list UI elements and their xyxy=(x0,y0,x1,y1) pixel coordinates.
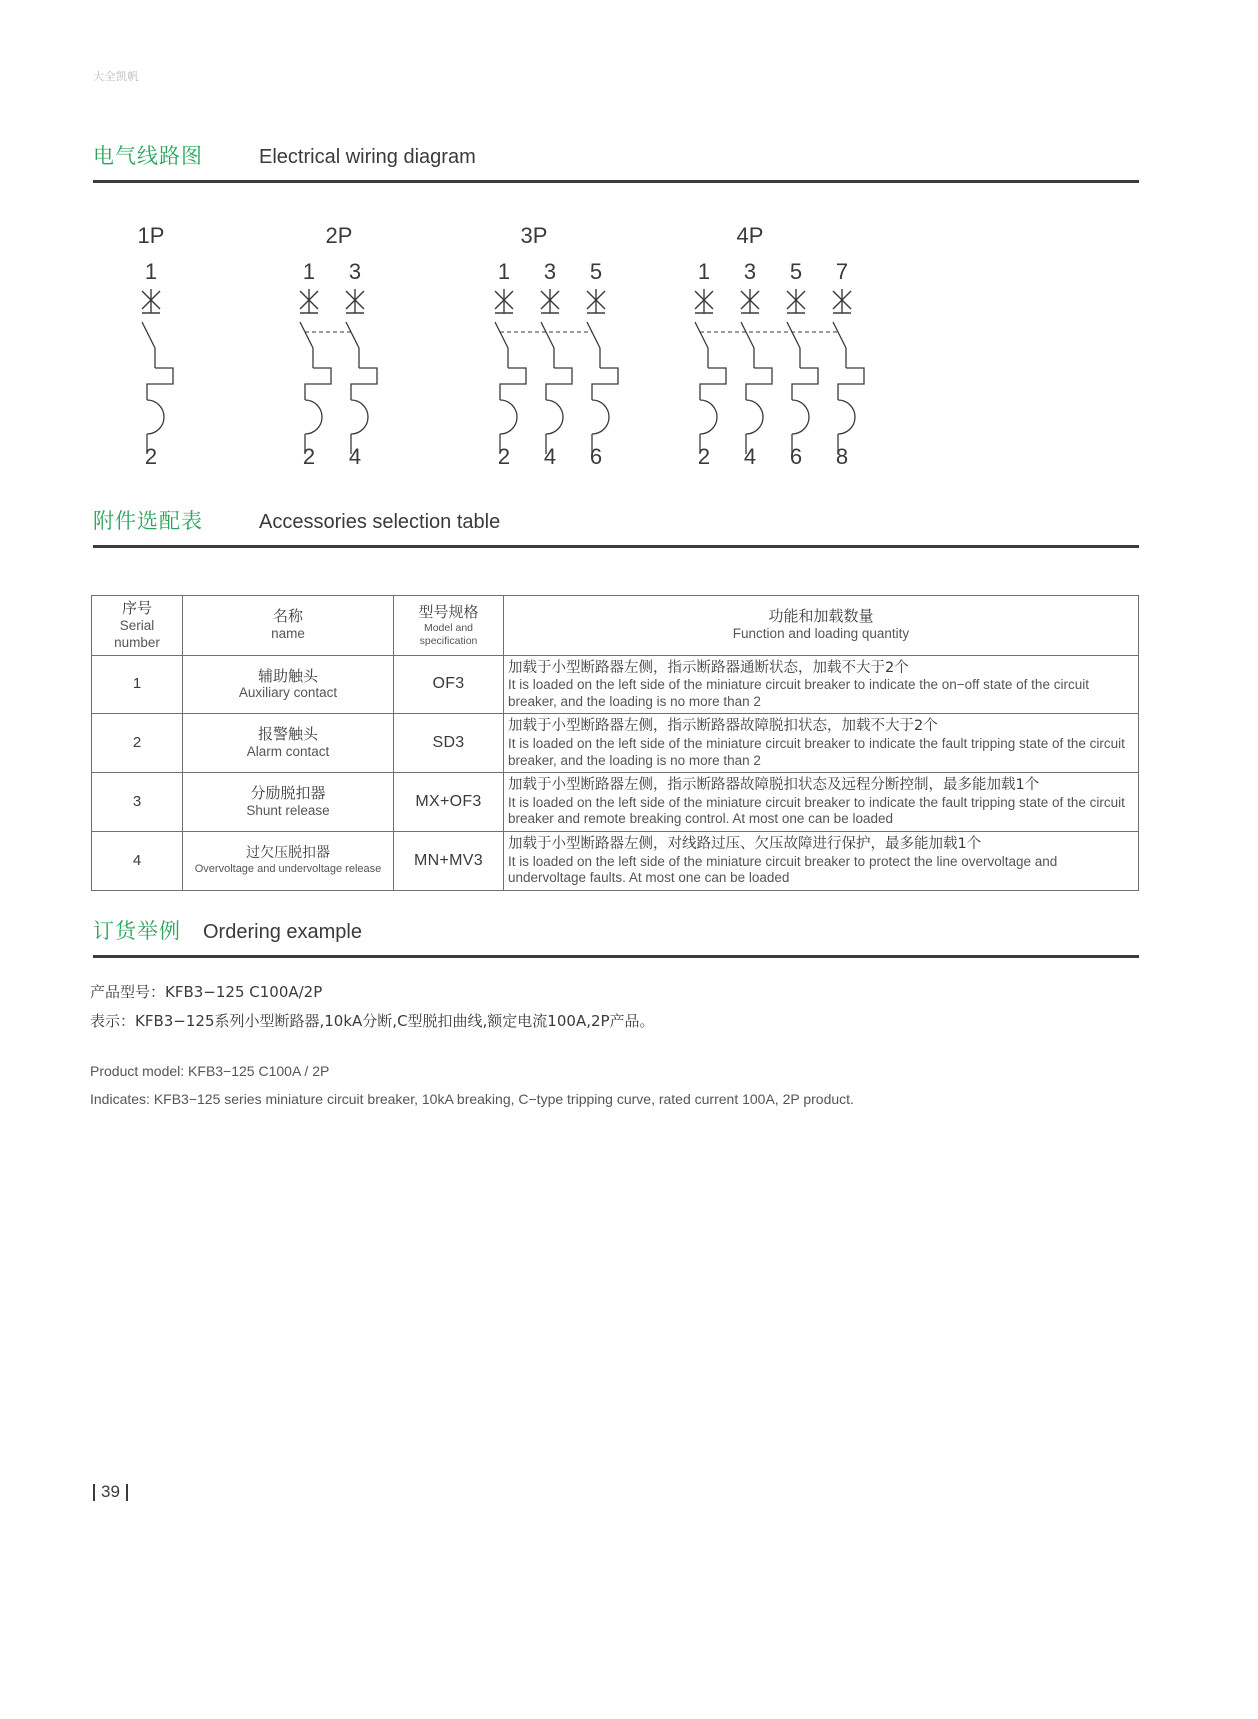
svg-text:1: 1 xyxy=(697,259,711,284)
page-number-left-rule xyxy=(93,1484,95,1501)
row-2-function xyxy=(504,714,1139,773)
svg-text:4: 4 xyxy=(543,444,557,469)
page-number: 39 xyxy=(101,1482,120,1501)
row-2-function-cn: 加载于小型断路器左侧，指示断路器故障脱扣状态，加载不大于2个 xyxy=(508,718,938,735)
row-1-model xyxy=(394,655,504,714)
header-function xyxy=(504,596,1139,656)
header-name xyxy=(183,596,394,656)
row-2-name-en: Alarm contact xyxy=(246,744,330,760)
section-ordering-title-cn: 订货举例 xyxy=(93,919,181,943)
svg-text:2: 2 xyxy=(302,444,316,469)
header-name-en: name xyxy=(271,626,305,642)
row-1-model-value: OF3 xyxy=(432,675,465,693)
svg-text:3: 3 xyxy=(743,259,757,284)
pole-group-1p xyxy=(138,223,173,469)
ordering-spacer xyxy=(90,1035,1140,1057)
row-4-function-cn: 加载于小型断路器左侧，对线路过压、欠压故障进行保护，最多能加载1个 xyxy=(508,835,982,852)
ordering-example-body xyxy=(90,978,1140,1113)
row-4-model-value: MN+MV3 xyxy=(414,851,483,869)
row-2-name xyxy=(183,714,394,773)
svg-text:4: 4 xyxy=(348,444,362,469)
row-2-name-cn: 报警触头 xyxy=(257,725,318,744)
svg-text:3P: 3P xyxy=(520,223,548,248)
svg-text:6: 6 xyxy=(789,444,803,469)
header-function-cn: 功能和加载数量 xyxy=(768,607,874,626)
row-1-function-cn: 加载于小型断路器左侧，指示断路器通断状态，加载不大于2个 xyxy=(508,659,909,676)
section-ordering-headline xyxy=(93,915,1139,955)
svg-text:3: 3 xyxy=(543,259,557,284)
header-model-en: Model and specification xyxy=(419,622,478,647)
accessories-selection-table xyxy=(91,595,1139,891)
row-2-serial-value: 2 xyxy=(132,734,142,752)
page-footer xyxy=(93,1482,128,1502)
header-serial-number xyxy=(92,596,183,656)
table-header-row xyxy=(92,596,1139,656)
section-wiring-diagram xyxy=(93,140,1139,183)
row-2-function-en: It is loaded on the left side of the miniature circuit breaker to indicate the fault tripping state of the circuit breaker, and the loading is no more than 2 xyxy=(508,736,1125,768)
svg-text:4P: 4P xyxy=(736,223,764,248)
svg-text:5: 5 xyxy=(589,259,603,284)
row-3-serial xyxy=(92,773,183,832)
ordering-desc-cn: 表示：KFB3−125系列小型断路器,10kA分断,C型脱扣曲线,额定电流100A,2P产品。 xyxy=(90,1011,655,1030)
table-row xyxy=(92,655,1139,714)
svg-text:4: 4 xyxy=(743,444,757,469)
header-function-en: Function and loading quantity xyxy=(732,626,910,642)
row-3-name xyxy=(183,773,394,832)
svg-text:5: 5 xyxy=(789,259,803,284)
row-3-name-en: Shunt release xyxy=(246,802,330,818)
section-accessories-headline xyxy=(93,505,1139,545)
header-serial-number-en: Serial number xyxy=(114,617,160,650)
row-2-model xyxy=(394,714,504,773)
header-name-cn: 名称 xyxy=(272,607,303,626)
section-wiring-title-cn: 电气线路图 xyxy=(93,144,203,168)
row-4-name-en: Overvoltage and undervoltage release xyxy=(194,862,382,875)
row-3-function xyxy=(504,773,1139,832)
ordering-model-cn: 产品型号：KFB3−125 C100A/2P xyxy=(90,983,323,1001)
row-4-serial-value: 4 xyxy=(132,851,142,869)
row-4-function-en: It is loaded on the left side of the miniature circuit breaker to protect the line overvoltage and undervoltage faults. At most one can be loaded xyxy=(508,853,1058,886)
header-model xyxy=(394,596,504,656)
section-accessories-title-cn: 附件选配表 xyxy=(93,509,203,533)
svg-text:1: 1 xyxy=(497,259,511,284)
row-3-function-en: It is loaded on the left side of the miniature circuit breaker to indicate the fault tripping state of the circuit breaker and remote breaking control. At most one can be loaded xyxy=(508,794,1125,827)
section-accessories-divider xyxy=(93,545,1139,548)
section-ordering-example xyxy=(93,915,1139,958)
wiring-diagram-svg xyxy=(93,215,1139,475)
row-1-serial-value: 1 xyxy=(132,675,142,693)
row-3-model-value: MX+OF3 xyxy=(415,792,482,810)
svg-text:1P: 1P xyxy=(137,223,165,248)
row-4-name xyxy=(183,831,394,890)
svg-text:2: 2 xyxy=(497,444,511,469)
svg-text:7: 7 xyxy=(835,259,849,284)
svg-text:2: 2 xyxy=(144,444,158,469)
table-row xyxy=(92,714,1139,773)
section-wiring-headline xyxy=(93,140,1139,180)
row-1-name-en: Auxiliary contact xyxy=(238,685,338,701)
row-1-serial xyxy=(92,655,183,714)
section-ordering-title-en: Ordering example xyxy=(203,921,362,943)
row-1-name-cn: 辅助触头 xyxy=(257,666,318,685)
table-row xyxy=(92,773,1139,832)
row-4-name-cn: 过欠压脱扣器 xyxy=(246,845,330,862)
section-ordering-divider xyxy=(93,955,1139,958)
row-4-serial xyxy=(92,831,183,890)
row-3-name-cn: 分励脱扣器 xyxy=(250,784,326,803)
row-1-name xyxy=(183,655,394,714)
row-3-serial-value: 3 xyxy=(132,792,142,810)
section-accessories-title-en: Accessories selection table xyxy=(259,511,501,533)
row-4-model xyxy=(394,831,504,890)
pole-group-3p xyxy=(495,223,618,469)
row-4-function xyxy=(504,831,1139,890)
row-2-model-value: SD3 xyxy=(432,734,465,752)
page-number-right-rule xyxy=(126,1484,128,1501)
row-2-serial xyxy=(92,714,183,773)
section-wiring-title-en: Electrical wiring diagram xyxy=(259,146,476,168)
pole-group-2p xyxy=(300,223,377,469)
pole-group-4p xyxy=(695,223,864,469)
svg-text:3: 3 xyxy=(348,259,362,284)
header-model-cn: 型号规格 xyxy=(418,603,479,622)
table-row xyxy=(92,831,1139,890)
svg-text:2: 2 xyxy=(697,444,711,469)
running-head: 大全凯帆 xyxy=(93,71,139,83)
svg-text:8: 8 xyxy=(835,444,849,469)
row-1-function xyxy=(504,655,1139,714)
row-1-function-en: It is loaded on the left side of the miniature circuit breaker to indicate the on−off state of the circuit breaker, and the loading is no more than 2 xyxy=(508,677,1089,709)
row-3-model xyxy=(394,773,504,832)
ordering-desc-en: Indicates: KFB3−125 series miniature circuit breaker, 10kA breaking, C−type tripping curve, rated current 100A, 2P product. xyxy=(90,1091,854,1107)
header-serial-number-cn: 序号 xyxy=(121,599,152,617)
svg-text:1: 1 xyxy=(302,259,316,284)
section-accessories xyxy=(93,505,1139,548)
ordering-model-en: Product model: KFB3−125 C100A / 2P xyxy=(90,1063,330,1079)
row-3-function-cn: 加载于小型断路器左侧，指示断路器故障脱扣状态及远程分断控制，最多能加载1个 xyxy=(508,777,1040,794)
svg-text:1: 1 xyxy=(144,259,158,284)
svg-text:6: 6 xyxy=(589,444,603,469)
wiring-diagram-canvas xyxy=(93,215,1139,475)
section-wiring-divider xyxy=(93,180,1139,183)
svg-text:2P: 2P xyxy=(325,223,353,248)
